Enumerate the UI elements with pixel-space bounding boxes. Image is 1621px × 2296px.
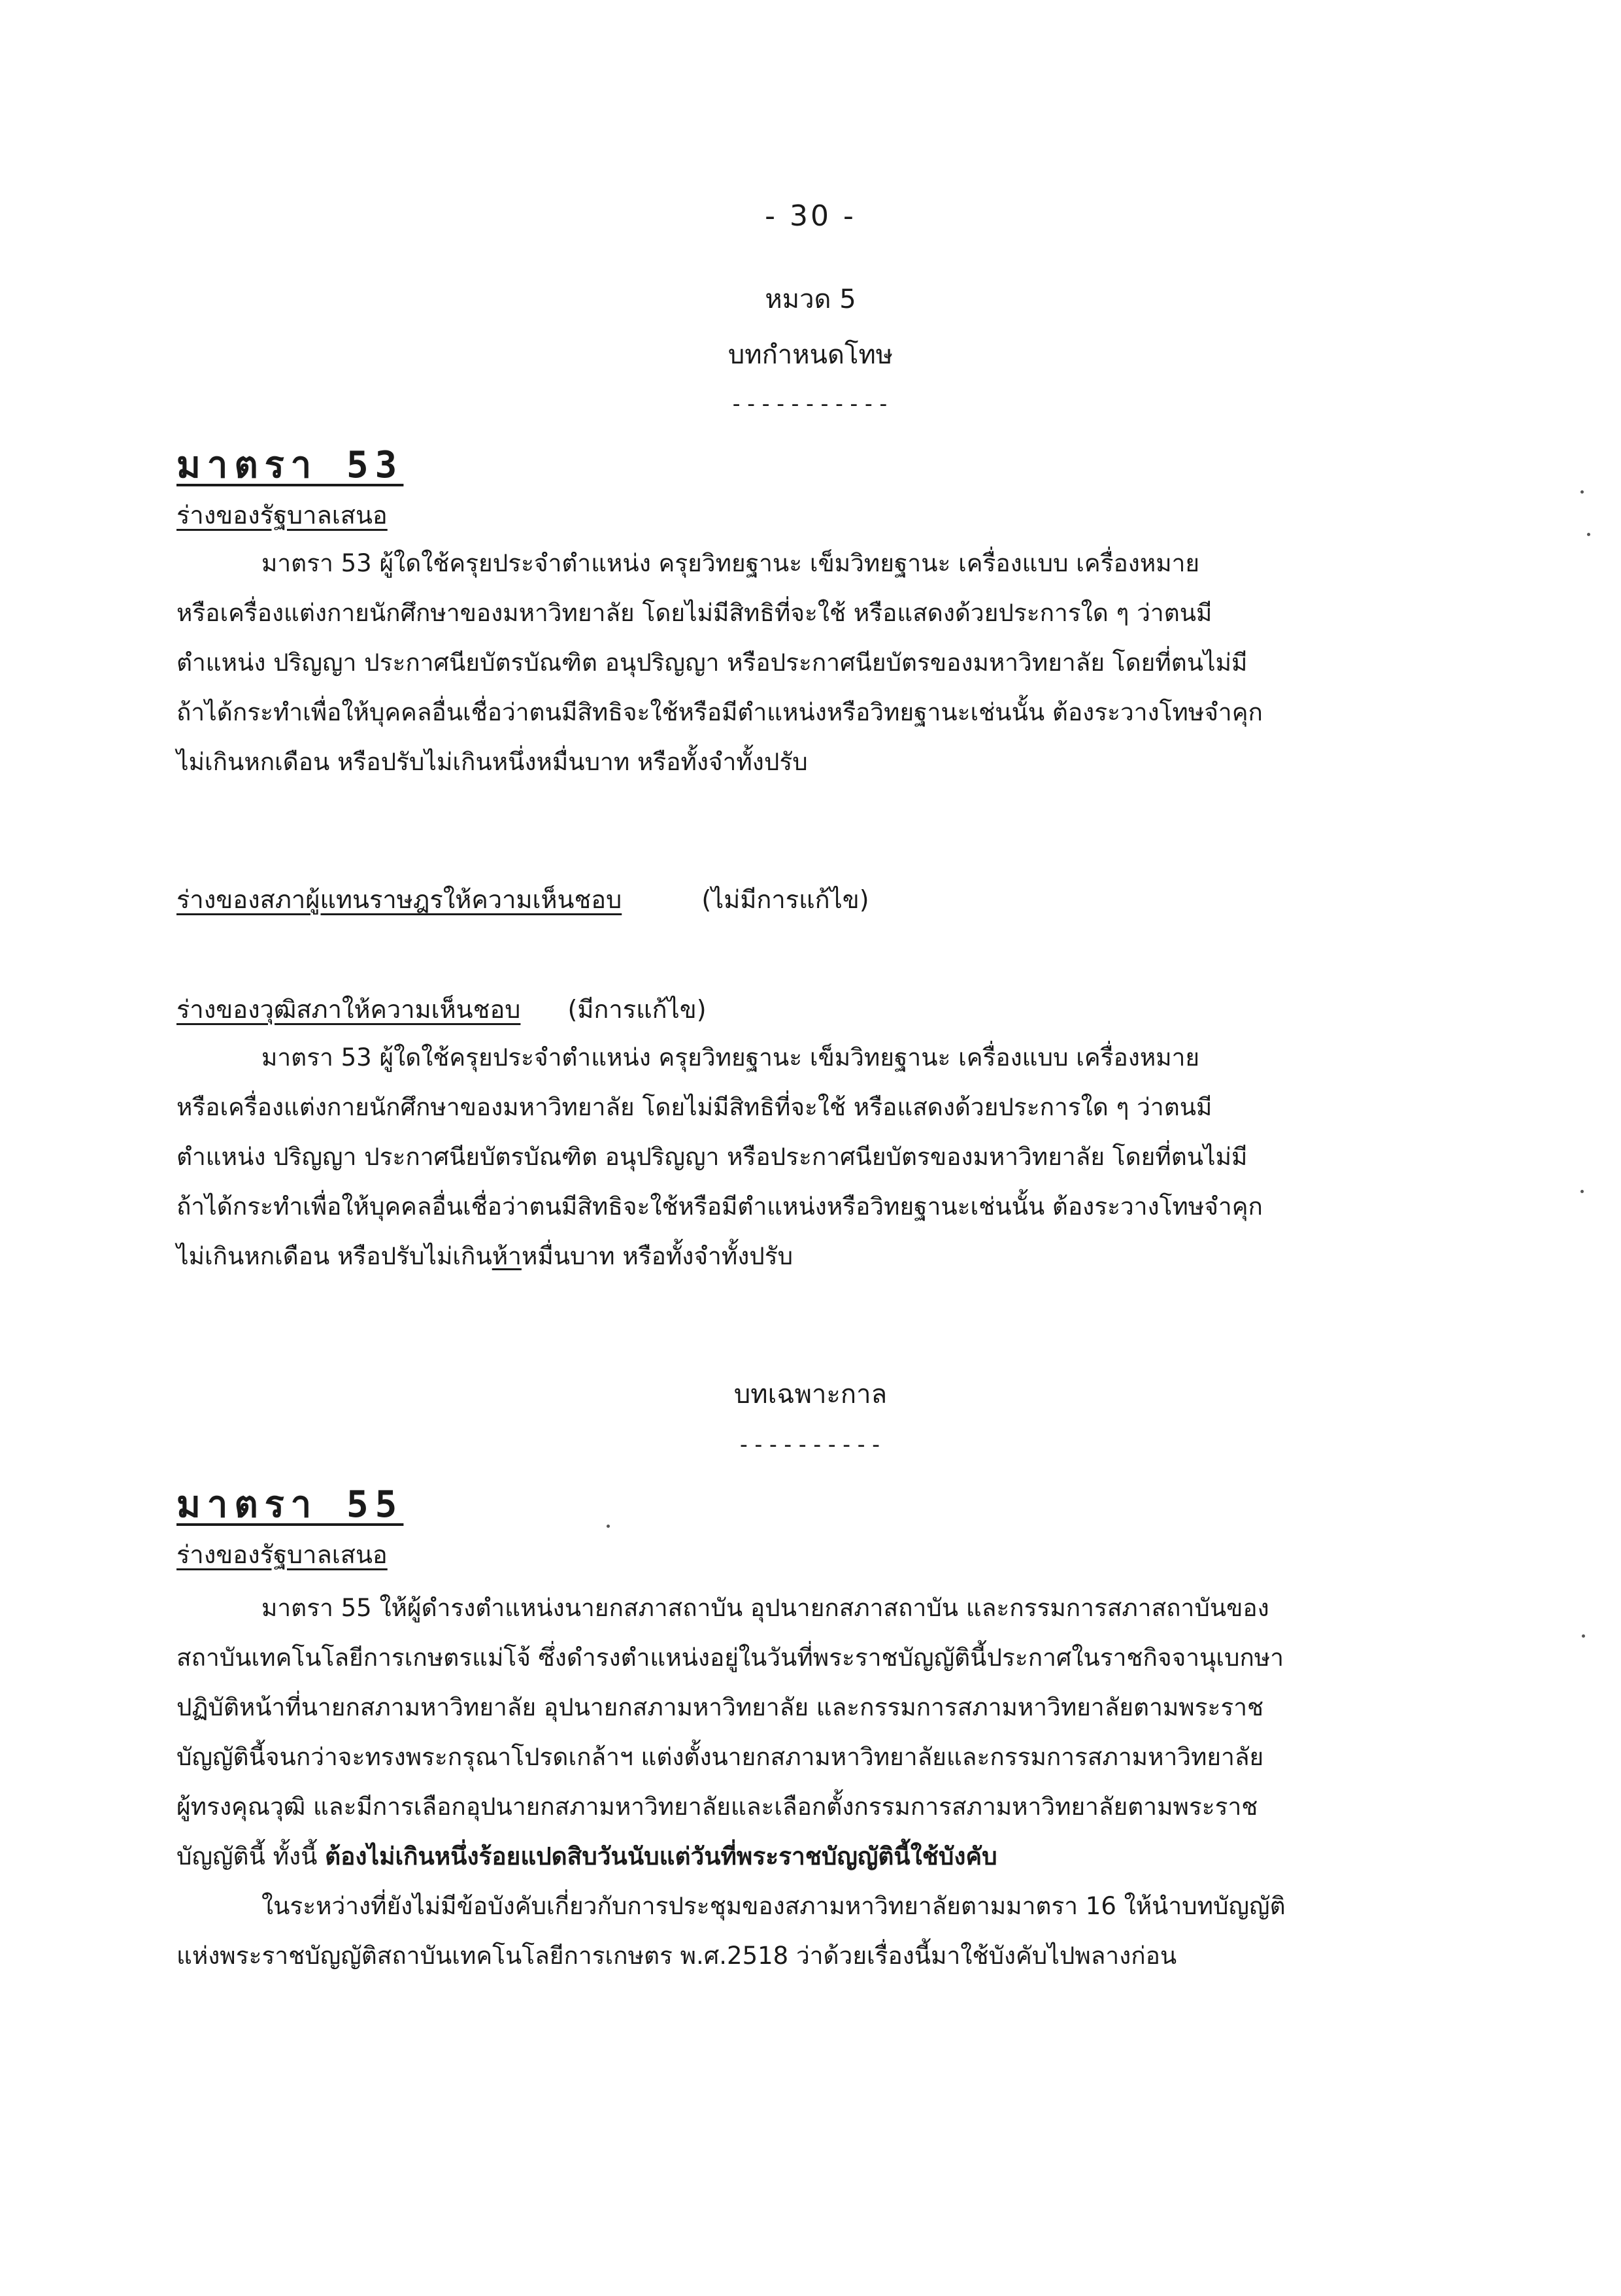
scan-speck xyxy=(1582,1634,1585,1638)
text-line: ถ้าได้กระทำเพื่อให้บุคคลอื่นเชื่อว่าตนมีสิทธิจะใช้หรือมีตำแหน่งหรือวิทยฐานะเช่นนั้น ต้องระวางโทษจำคุก xyxy=(176,1192,1263,1221)
gov-draft-label: ร่างของรัฐบาลเสนอ xyxy=(176,1540,388,1569)
text-line: แห่งพระราชบัญญัติสถาบันเทคโนโลยีการเกษตร พ.ศ.2518 ว่าด้วยเรื่องนี้มาใช้บังคับไปพลางก่อน xyxy=(176,1942,1177,1970)
bold-clause: ต้องไม่เกินหนึ่งร้อยแปดสิบวันนับแต่วันที่พระราชบัญญัตินี้ใช้บังคับ xyxy=(325,1842,997,1870)
text-line: ตำแหน่ง ปริญญา ประกาศนียบัตรบัณฑิต อนุปริญญา หรือประกาศนียบัตรของมหาวิทยาลัย โดยที่ตนไม่มี xyxy=(176,649,1248,677)
text-line: บัญญัตินี้ ทั้งนี้ ต้องไม่เกินหนึ่งร้อยแปดสิบวันนับแต่วันที่พระราชบัญญัตินี้ใช้บังคับ xyxy=(176,1842,997,1870)
house-draft-note: (ไม่มีการแก้ไข) xyxy=(701,885,869,914)
text-line: มาตรา 55 ให้ผู้ดำรงตำแหน่งนายกสภาสถาบัน อุปนายกสภาสถาบัน และกรรมการสภาสถาบันของ xyxy=(261,1594,1269,1622)
chapter-title: บทกำหนดโทษ xyxy=(727,340,894,370)
senate-draft-note: (มีการแก้ไข) xyxy=(567,995,707,1024)
s55-text xyxy=(176,1583,1425,1981)
section-53 xyxy=(176,439,1425,787)
text-line: มาตรา 53 ผู้ใดใช้ครุยประจำตำแหน่ง ครุยวิทยฐานะ เข็มวิทยฐานะ เครื่องแบบ เครื่องหมาย xyxy=(261,549,1200,577)
section-heading: มาตรา 53 xyxy=(176,444,404,486)
scan-speck xyxy=(607,1525,610,1528)
separator: ---------- xyxy=(737,1432,884,1458)
gov-draft-label: ร่างของรัฐบาลเสนอ xyxy=(176,501,388,530)
text-line: บัญญัตินี้จนกว่าจะทรงพระกรุณาโปรดเกล้าฯ แต่งตั้งนายกสภามหาวิทยาลัยและกรรมการสภามหาวิทยาลัย xyxy=(176,1743,1264,1771)
transitional-title: บทเฉพาะกาล xyxy=(733,1379,888,1410)
senate-draft xyxy=(176,986,1425,1281)
text-line: มาตรา 53 ผู้ใดใช้ครุยประจำตำแหน่ง ครุยวิทยฐานะ เข็มวิทยฐานะ เครื่องแบบ เครื่องหมาย xyxy=(261,1043,1200,1072)
text-line: ผู้ทรงคุณวุฒิ และมีการเลือกอุปนายกสภามหาวิทยาลัยและเลือกตั้งกรรมการสภามหาวิทยาลัยตามพระราช xyxy=(176,1793,1258,1821)
house-draft-label: ร่างของสภาผู้แทนราษฎรให้ความเห็นชอบ xyxy=(176,885,622,914)
text-line: ไม่เกินหกเดือน หรือปรับไม่เกินหนึ่งหมื่นบาท หรือทั้งจำทั้งปรับ xyxy=(176,748,808,776)
senate-draft-text xyxy=(176,1033,1425,1281)
scan-speck xyxy=(1580,1190,1584,1193)
text-line: หรือเครื่องแต่งกายนักศึกษาของมหาวิทยาลัย โดยไม่มีสิทธิที่จะใช้ หรือแสดงด้วยประการใด ๆ ว่าตนมี xyxy=(176,599,1212,627)
text-line: ไม่เกินหกเดือน หรือปรับไม่เกินห้าหมื่นบาท หรือทั้งจำทั้งปรับ xyxy=(176,1242,794,1270)
section-55 xyxy=(176,1479,1425,1981)
text-line: ปฏิบัติหน้าที่นายกสภามหาวิทยาลัย อุปนายกสภามหาวิทยาลัย และกรรมการสภามหาวิทยาลัยตามพระราช xyxy=(176,1693,1264,1721)
chapter-number: หมวด 5 xyxy=(765,284,856,314)
section-heading: มาตรา 55 xyxy=(176,1483,404,1526)
page-number: - 30 - xyxy=(765,199,856,233)
senate-draft-label: ร่างของวุฒิสภาให้ความเห็นชอบ xyxy=(176,995,521,1024)
house-draft xyxy=(176,876,1425,923)
text-line: หรือเครื่องแต่งกายนักศึกษาของมหาวิทยาลัย โดยไม่มีสิทธิที่จะใช้ หรือแสดงด้วยประการใด ๆ ว่าตนมี xyxy=(176,1093,1212,1121)
separator: ----------- xyxy=(729,391,892,417)
scan-speck xyxy=(1587,533,1590,536)
scan-speck xyxy=(1580,490,1584,494)
amended-word: ห้า xyxy=(492,1242,522,1270)
text-line: ตำแหน่ง ปริญญา ประกาศนียบัตรบัณฑิต อนุปริญญา หรือประกาศนียบัตรของมหาวิทยาลัย โดยที่ตนไม่มี xyxy=(176,1143,1248,1171)
gov-draft-text xyxy=(176,539,1425,787)
text-line: ในระหว่างที่ยังไม่มีข้อบังคับเกี่ยวกับการประชุมของสภามหาวิทยาลัยตามมาตรา 16 ให้นำบทบัญญัติ xyxy=(261,1892,1286,1920)
text-line: สถาบันเทคโนโลยีการเกษตรแม่โจ้ ซึ่งดำรงตำแหน่งอยู่ในวันที่พระราชบัญญัตินี้ประกาศในราชกิจจานุเบกษา xyxy=(176,1644,1284,1672)
text-line: ถ้าได้กระทำเพื่อให้บุคคลอื่นเชื่อว่าตนมีสิทธิจะใช้หรือมีตำแหน่งหรือวิทยฐานะเช่นนั้น ต้องระวางโทษจำคุก xyxy=(176,698,1263,726)
